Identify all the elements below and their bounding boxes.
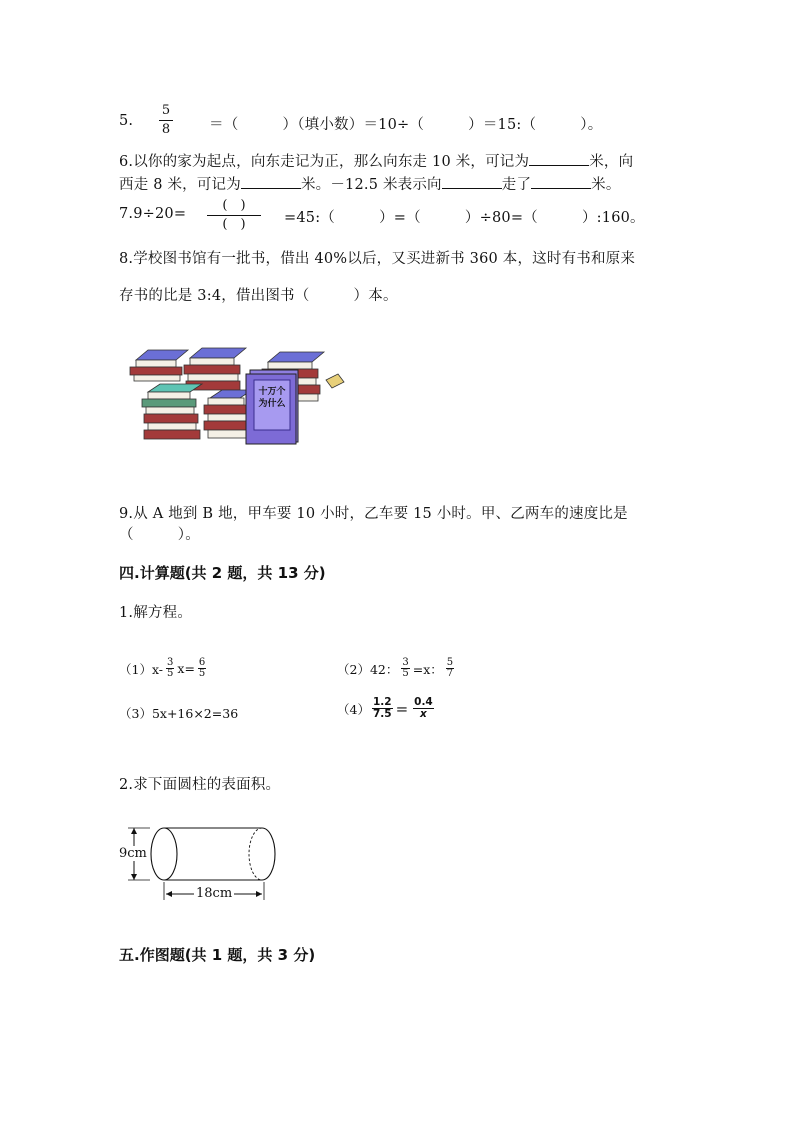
equation-2-fraction-1-num: 3 bbox=[402, 657, 409, 668]
equation-1-fraction-2-den: 5 bbox=[198, 668, 206, 679]
equation-2-fraction-2-num: 5 bbox=[446, 657, 454, 668]
book-cover-line1: 十万个 bbox=[258, 387, 286, 397]
equation-2-mid: =x： bbox=[412, 661, 443, 677]
q5-number: 5. bbox=[119, 113, 134, 129]
cylinder-length-label: 18cm bbox=[196, 886, 233, 901]
equation-1-mid: x= bbox=[177, 661, 195, 676]
equation-4-fraction-1 bbox=[372, 697, 393, 720]
equation-4-fraction-2 bbox=[413, 697, 434, 720]
books-illustration bbox=[128, 340, 350, 448]
cylinder-diagram bbox=[114, 822, 284, 908]
section4-q2-title: 2.求下面圆柱的表面积。 bbox=[119, 777, 281, 793]
q6-line1-unit: 米，向 bbox=[589, 154, 634, 170]
books-stack-image bbox=[128, 340, 350, 448]
q7-fraction-numerator: ( ) bbox=[222, 198, 246, 213]
equation-4-prefix: （4） bbox=[337, 701, 370, 717]
q7-text: =45:（ ）=（ ）÷80=（ ）:160。 bbox=[284, 210, 645, 226]
q6-line2-text-d: 米。 bbox=[591, 177, 621, 193]
q6-blank-3[interactable] bbox=[442, 174, 502, 189]
cylinder-height-label: 9cm bbox=[119, 846, 147, 861]
q6-line2-text-a: 西走 8 米，可记为 bbox=[119, 177, 241, 193]
equation-1 bbox=[119, 658, 209, 679]
q5-fraction bbox=[159, 104, 173, 137]
q6-blank-2[interactable] bbox=[241, 174, 301, 189]
q7-fraction bbox=[207, 199, 261, 232]
equation-1-prefix: （1）x- bbox=[119, 661, 164, 677]
equation-4-fraction-1-den: 7.5 bbox=[372, 708, 392, 720]
equation-1-fraction-1-den: 5 bbox=[167, 668, 174, 679]
equation-1-fraction-1 bbox=[166, 658, 174, 679]
q6-line1 bbox=[119, 150, 633, 171]
equation-2-fraction-1 bbox=[401, 658, 409, 679]
equation-4-equals: = bbox=[395, 699, 409, 718]
q6-line2-text-b: 米。－12.5 米表示向 bbox=[300, 177, 442, 193]
section4-q1-title: 1.解方程。 bbox=[119, 605, 193, 621]
equation-1-fraction-1-num: 3 bbox=[167, 657, 174, 668]
q9-line2: （ ）。 bbox=[119, 527, 200, 543]
q7-prefix: 7.9÷20= bbox=[119, 206, 187, 222]
q6-blank-4[interactable] bbox=[531, 174, 591, 189]
equation-2-fraction-2-den: 7 bbox=[446, 668, 454, 679]
section4-title: 四.计算题(共 2 题，共 13 分) bbox=[119, 564, 326, 582]
q7-fraction-denominator: ( ) bbox=[222, 217, 246, 232]
equation-2-fraction-1-den: 5 bbox=[402, 668, 409, 679]
q5-text: ＝（ ）（填小数）＝10÷（ ）＝15:（ ）。 bbox=[209, 117, 603, 133]
q6-line2 bbox=[119, 173, 621, 194]
q5-fraction-numerator: 5 bbox=[161, 103, 171, 118]
equation-4-fraction-2-den: x bbox=[420, 708, 427, 720]
book-cover-title bbox=[256, 386, 288, 410]
section5-title: 五.作图题(共 1 题，共 3 分) bbox=[119, 946, 316, 964]
q6-line1-text: 6.以你的家为起点，向东走记为正，那么向东走 10 米，可记为 bbox=[119, 154, 530, 170]
q9-line1: 9.从 A 地到 B 地，甲车要 10 小时，乙车要 15 小时。甲、乙两车的速度比是 bbox=[119, 506, 628, 522]
equation-3: （3）5x+16×2=36 bbox=[119, 706, 239, 721]
q5-fraction-denominator: 8 bbox=[161, 122, 171, 137]
q8-line1: 8.学校图书馆有一批书，借出 40%以后，又买进新书 360 本，这时有书和原来 bbox=[119, 251, 636, 267]
equation-2-prefix: （2）42： bbox=[337, 661, 399, 677]
equation-2 bbox=[337, 658, 457, 679]
q6-line2-text-c: 走了 bbox=[501, 177, 532, 193]
book-cover-line2: 为什么 bbox=[258, 399, 286, 409]
q8-line2: 存书的比是 3:4，借出图书（ ）本。 bbox=[119, 288, 398, 304]
equation-2-fraction-2 bbox=[446, 658, 454, 679]
equation-4-fraction-2-num: 0.4 bbox=[414, 696, 433, 708]
equation-1-fraction-2 bbox=[198, 658, 206, 679]
equation-4-fraction-1-num: 1.2 bbox=[372, 696, 392, 708]
equation-4 bbox=[337, 697, 434, 720]
q6-blank-1[interactable] bbox=[529, 151, 589, 166]
equation-1-fraction-2-num: 6 bbox=[198, 657, 206, 668]
